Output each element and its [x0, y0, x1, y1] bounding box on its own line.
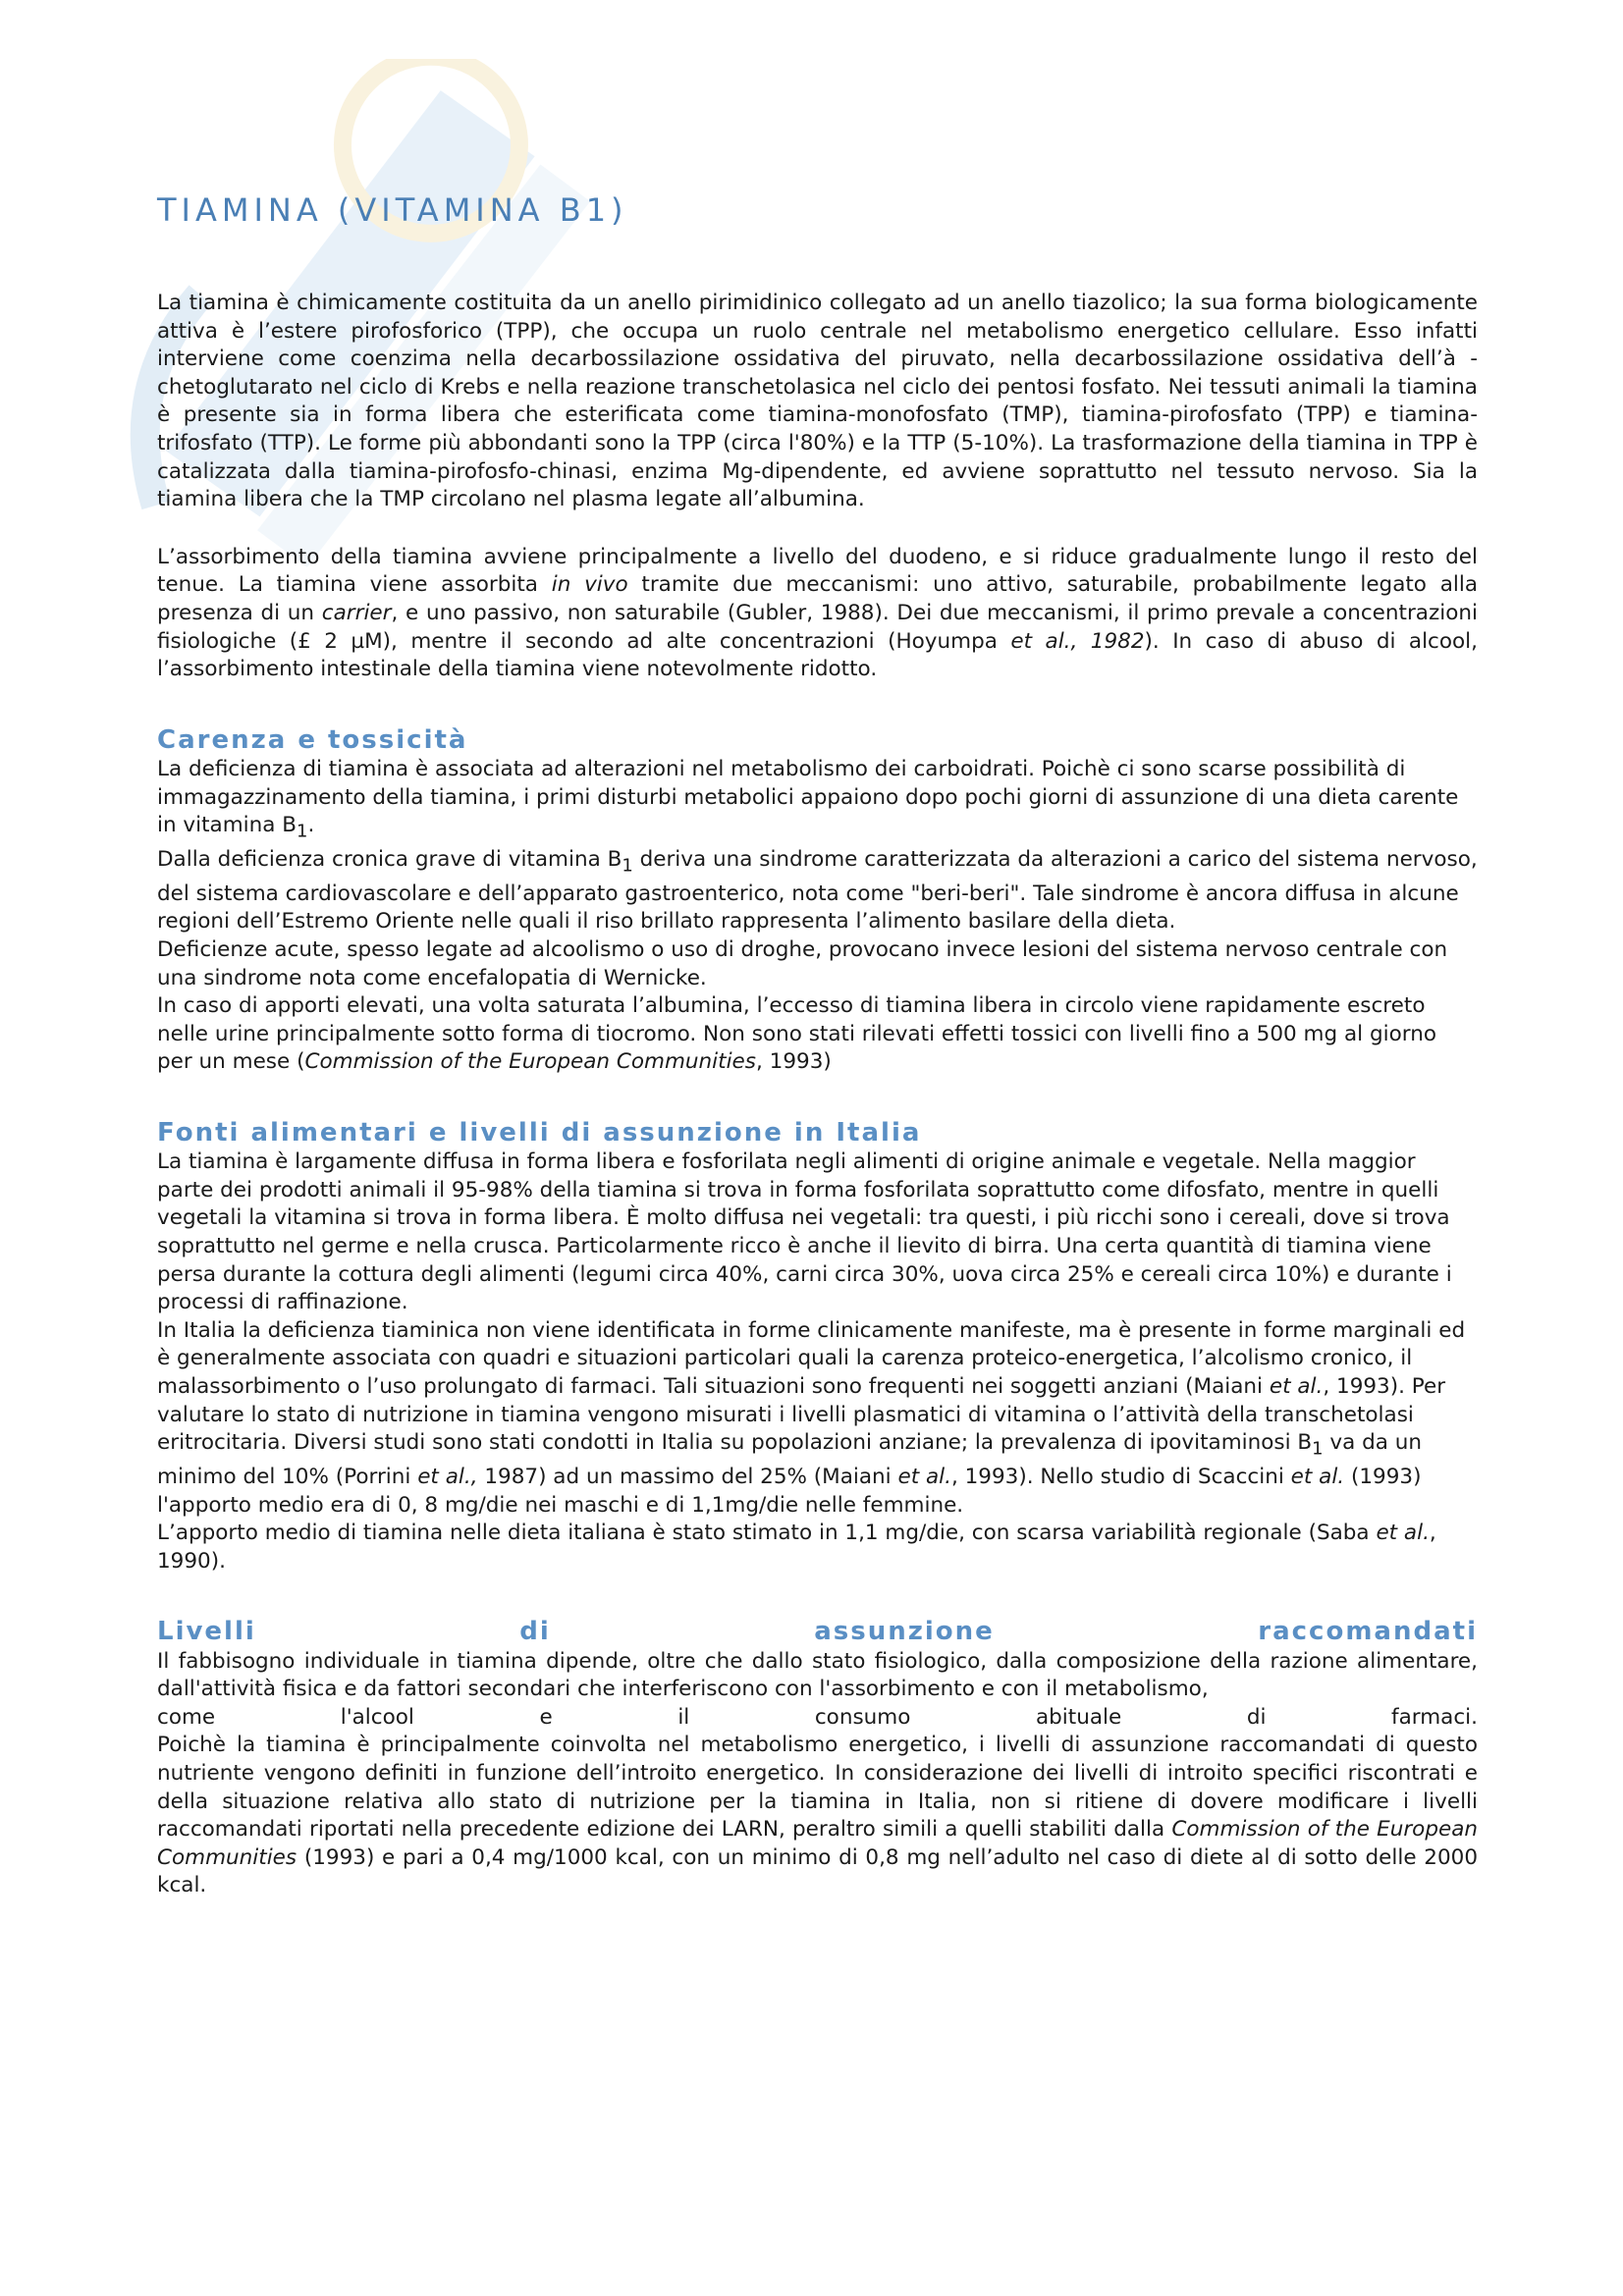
section-heading-fonti: Fonti alimentari e livelli di assunzione in Italia: [157, 1118, 922, 1148]
section-heading-carenza: Carenza e tossicità: [157, 724, 468, 755]
page-title: TIAMINA (VITAMINA B1): [157, 191, 628, 229]
carenza-paragraph-2: Dalla deficienza cronica grave di vitamina $B_1$ deriva una sindrome caratterizzata da alterazioni a carico del sistema nervoso, del sistema cardiovascolare e dell’apparato gastroenterico, nota come "beri-beri". Tale sindrome è ancora diffusa in alcune regioni dell’Estremo Oriente nelle quali il riso brillato rappresenta l’alimento basilare della dieta.: [157, 846, 1478, 934]
fonti-paragraph-1: La tiamina è largamente diffusa in forma libera e fosforilata negli alimenti di origine animale e vegetale. Nella maggior parte dei prodotti animali il 95-98% della tiamina si trova in forma fosforilata soprattutto come difosfato, mentre in quelli vegetali la vitamina si trova in forma libera. È molto diffusa nei vegetali: tra questi, i più ricchi sono i cereali, dove si trova soprattutto nel germe e nella crusca. Particolarmente ricco è anche il lievito di birra. Una certa quantità di tiamina viene persa durante la cottura degli alimenti (legumi circa 40%, carni circa 30%, uova circa 25% e cereali circa 10%) e durante i processi di raffinazione.: [157, 1149, 1452, 1315]
carenza-paragraph-1: La deficienza di tiamina è associata ad alterazioni nel metabolismo dei carboidrati. Poichè ci sono scarse possibilità di immagazzinamento della tiamina, i primi disturbi metabolici appaiono dopo pochi giorni di assunzione di una dieta carente in vitamina $B_1$.: [157, 756, 1459, 842]
document-body: [157, 191, 1478, 1900]
intro-paragraph-1: La tiamina è chimicamente costituita da un anello pirimidinico collegato ad un anello tiazolico; la sua forma biologicamente attiva è l’estere pirofosforico (TPP), che occupa un ruolo centrale nel metabolismo energetico cellulare. Esso infatti interviene come coenzima nella decarbossilazione ossidativa del piruvato, nella decarbossilazione ossidativa dell’à -chetoglutarato nel ciclo di Krebs e nella reazione transchetolasica nel ciclo dei pentosi fosfato. Nei tessuti animali la tiamina è presente sia in forma libera che esterificata come tiamina-monofosfato (TMP), tiamina-pirofosfato (TPP) e tiamina-trifosfato (TTP). Le forme più abbondanti sono la TPP (circa l'80%) e la TTP (5-10%). La trasformazione della tiamina in TPP è catalizzata dalla tiamina-pirofosfo-chinasi, enzima Mg-dipendente, ed avviene soprattutto nel tessuto nervoso. Sia la tiamina libera che la TMP circolano nel plasma legate all’albumina.: [157, 291, 1478, 512]
livelli-paragraph-1-last-line: come l'alcool e il consumo abituale di farmaci.: [157, 1704, 1478, 1730]
section-heading-livelli: Livelli di assunzione raccomandati: [157, 1617, 1478, 1647]
intro-paragraph-2: L’assorbimento della tiamina avviene principalmente a livello del duodeno, e si riduce gradualmente lungo il resto del tenue. La tiamina viene assorbita in vivo tramite due meccanismi: uno attivo, saturabile, probabilmente legato alla presenza di un carrier, e uno passivo, non saturabile (Gubler, 1988). Dei due meccanismi, il primo prevale a concentrazioni fisiologiche (£ 2 µM), mentre il secondo ad alte concentrazioni (Hoyumpa et al., 1982). In caso di abuso di alcool, l’assorbimento intestinale della tiamina viene notevolmente ridotto.: [157, 544, 1479, 682]
livelli-paragraph-1: Il fabbisogno individuale in tiamina dipende, oltre che dallo stato fisiologico, dalla composizione della razione alimentare, dall'attività fisica e da fattori secondari che interferiscono con l'assorbimento e con il metabolismo,: [157, 1648, 1478, 1702]
carenza-paragraph-4: In caso di apporti elevati, una volta saturata l’albumina, l’eccesso di tiamina libera in circolo viene rapidamente escreto nelle urine principalmente sotto forma di tiocromo. Non sono stati rilevati effetti tossici con livelli fino a 500 mg al giorno per un mese (Commission of the European Communities, 1993): [157, 993, 1436, 1075]
fonti-paragraph-2: In Italia la deficienza tiaminica non viene identificata in forme clinicamente manifeste, ma è presente in forme marginali ed è generalmente associata con quadri e situazioni particolari quali la carenza proteico-energetica, l’alcolismo cronico, il malassorbimento o l’uso prolungato di farmaci. Tali situazioni sono frequenti nei soggetti anziani (Maiani et al., 1993). Per valutare lo stato di nutrizione in tiamina vengono misurati i livelli plasmatici di vitamina o l’attività della transchetolasi eritrocitaria. Diversi studi sono stati condotti in Italia su popolazioni anziane; la prevalenza di ipovitaminosi $B_1$ va da un minimo del 10% (Porrini et al., 1987) ad un massimo del 25% (Maiani et al., 1993). Nello studio di Scaccini et al. (1993) l'apporto medio era di 0, 8 mg/die nei maschi e di 1,1mg/die nelle femmine.: [157, 1317, 1466, 1518]
carenza-paragraph-3: Deficienze acute, spesso legate ad alcoolismo o uso di droghe, provocano invece lesioni del sistema nervoso centrale con una sindrome nota come encefalopatia di Wernicke.: [157, 937, 1448, 990]
livelli-paragraph-2: Poichè la tiamina è principalmente coinvolta nel metabolismo energetico, i livelli di assunzione raccomandati di questo nutriente vengono definiti in funzione dell’introito energetico. In considerazione dei livelli di introito specifici riscontrati e della situazione relativa allo stato di nutrizione per la tiamina in Italia, non si ritiene di dovere modificare i livelli raccomandati riportati nella precedente edizione dei LARN, peraltro simili a quelli stabiliti dalla Commission of the European Communities (1993) e pari a 0,4 mg/1000 kcal, con un minimo di 0,8 mg nell’adulto nel caso di diete al di sotto delle 2000 kcal.: [157, 1733, 1478, 1898]
fonti-paragraph-3: L’apporto medio di tiamina nelle dieta italiana è stato stimato in 1,1 mg/die, con scarsa variabilità regionale (Saba et al., 1990).: [157, 1521, 1436, 1574]
